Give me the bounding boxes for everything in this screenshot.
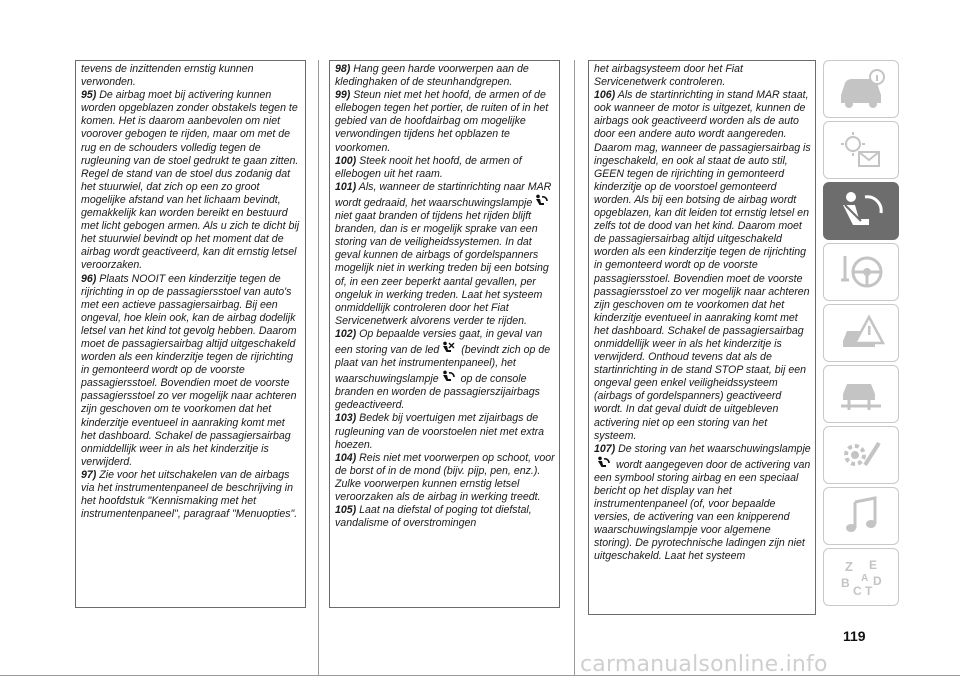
multimedia-tab[interactable]	[823, 487, 899, 545]
note-97	[81, 469, 301, 521]
note-95	[81, 89, 301, 272]
note-number: 105)	[335, 504, 357, 517]
note-99	[335, 89, 555, 154]
note-text: Hang geen harde voorwerpen aan de kledinghaken of de steunhandgrepen.	[335, 63, 529, 89]
note-102	[335, 328, 555, 413]
steering-wheel-icon	[835, 250, 887, 294]
text-column-2	[329, 60, 560, 608]
note-104	[335, 452, 555, 504]
note-number: 100)	[335, 154, 357, 167]
airbag-seatbelt-icon	[835, 189, 887, 233]
note-98	[335, 63, 555, 89]
note-number: 95)	[81, 89, 97, 102]
starting-driving-tab[interactable]	[823, 243, 899, 301]
note-107	[594, 443, 811, 564]
note-text: Op bepaalde versies gaat, in geval van een storing van de led	[335, 327, 543, 356]
note-105	[335, 504, 555, 530]
text-column-1	[75, 60, 306, 608]
warning-lights-icon	[835, 128, 887, 172]
emergency-warning-icon	[835, 311, 887, 355]
note-103	[335, 412, 555, 451]
note-text: Laat na diefstal of poging tot diefstal, vandalisme of overstromingen	[335, 504, 532, 530]
note-number: 96)	[81, 272, 97, 285]
note-number: 106)	[594, 89, 616, 102]
note-text: Reis niet met voorwerpen op schoot, voor de borst of in de mond (bijv. pijp, pen, enz.). Zulke voorwerpen kunnen ernstig letsel veroorzaken als de airbag in werking treedt.	[335, 451, 555, 503]
car-tab[interactable]	[823, 60, 899, 118]
paragraph: het airbagsysteem door het Fiat Servicenetwerk controleren.	[594, 63, 743, 89]
music-note-icon	[835, 494, 887, 538]
note-number: 102)	[335, 327, 357, 340]
note-number: 98)	[335, 63, 351, 75]
note-text: Steek nooit het hoofd, de armen of ellebogen uit het raam.	[335, 154, 522, 180]
passenger-airbag-led-icon	[441, 341, 455, 355]
paragraph: tevens de inzittenden ernstig kunnen verwonden.	[81, 63, 254, 89]
index-letter: T	[865, 584, 873, 598]
safety-tab[interactable]	[823, 182, 899, 240]
note-number: 101)	[335, 180, 357, 193]
car-lift-icon	[835, 372, 887, 416]
note-text: wordt aangegeven door de activering van een symbool storing airbag en een speciaal bericht op het display van het instrumentenpaneel (of, voor bepaalde versies, de activering van een knipperend waarschuwingslampje voor algemene storing). De pyrotechnische ladingen zijn niet uitgeschakeld. Laat het systeem	[594, 458, 811, 563]
note-text: Plaats NOOIT een kinderzitje tegen de rijrichting in op de passagiersstoel van auto's met een actieve passagiersairbag. Bij een ongeval, hoe klein ook, kan de airbag dodelijk letsel van het kind tot gevolg hebben. Daarom moet de passagiersairbag altijd uitgeschakeld worden als een kinderzitje tegen de rijrichting in gemonteerd wordt op de voorste passagiersstoel. Bovendien moet de voorste passagiersstoel zo ver mogelijk naar achteren zijn geschoven om te voorkomen dat het kinderzitje eventueel in aanraking komt met het dashboard. Schakel de passagiersairbag onmiddellijk weer in als het kinderzitje is verwijderd.	[81, 272, 297, 468]
note-106	[594, 89, 811, 443]
note-text: Als de startinrichting in stand MAR staat, ook wanneer de motor is uitgezet, kunnen de airbags ook geactiveerd worden als de auto door een andere auto wordt aangereden. Daarom mag, wanneer de passagiersairbag is ingeschakeld, en ook al staat de auto stil, GEEN tegen de rijrichting in gemonteerd kinderzitje op de voorstoel gemonteerd worden. Als bij een botsing de airbag wordt opgeblazen, kan dit leiden tot ernstig letsel en zelfs tot de dood van het kind. Daarom moet de passagiersairbag altijd uitgeschakeld worden als een kinderzitje tegen de rijrichting in gemonteerd wordt op de voorste passagiersstoel. Bovendien moet de voorste passagiersstoel zo ver mogelijk naar achteren zijn geschoven om te voorkomen dat het kinderzitje eventueel in aanraking komt met het dashboard. Schakel de passagiersairbag onmiddellijk weer in als het kinderzitje is verwijderd. Onthoud tevens dat als de startinrichting in de stand STOP staat, bij een ongeval geen enkel veiligheidssysteem (airbags of gordelspanners) geactiveerd wordt. In dat geval duidt de uitgebleven activering niet op een storing van het systeem.	[594, 89, 811, 442]
note-text: De storing van het waarschuwingslampje	[615, 442, 811, 455]
note-number: 99)	[335, 89, 351, 102]
note-text: Steun niet met het hoofd, de armen of de ellebogen tegen het portier, de ruiten of in het gebied van de hoofdairbag om mogelijke verwondingen tijdens het opblazen te voorkomen.	[335, 89, 549, 154]
index-letter: Z	[845, 559, 853, 574]
airbag-warning-light-icon	[441, 370, 455, 384]
note-number: 104)	[335, 451, 357, 464]
note-text: Als, wanneer de startinrichting naar MAR wordt gedraaid, het waarschuwingslampje	[335, 180, 552, 209]
technical-data-tab[interactable]	[823, 426, 899, 484]
note-text: (bevindt zich op de plaat van het instrumentenpaneel), het waarschuwingslampje	[335, 343, 551, 386]
note-100	[335, 155, 555, 181]
note-text: niet gaat branden of tijdens het rijden blijft branden, dan is er mogelijk sprake van een storing van de veiligheidssystemen. In dat geval kunnen de airbags of gordelspanners mogelijk niet in werking treden bij een botsing of, in een zeer beperkt aantal gevallen, per ongeluk in werking treden. Laat het systeem onmiddellijk controleren door het Fiat Servicenetwerk alvorens verder te rijden.	[335, 210, 549, 327]
index-letter: B	[841, 576, 850, 590]
column-separator	[574, 60, 575, 675]
note-text: op de console branden en worden de passagierszijairbags gedeactiveerd.	[335, 373, 540, 412]
chapter-tabs	[823, 60, 899, 609]
airbag-warning-light-icon	[534, 194, 548, 208]
note-text: Zie voor het uitschakelen van de airbags via het instrumentenpaneel de beschrijving in het hoofdstuk "Kennismaking met het instrumentenpaneel", paragraaf "Menuopties".	[81, 468, 298, 521]
airbag-warning-light-icon	[596, 456, 610, 470]
column-separator	[318, 60, 319, 675]
note-number: 103)	[335, 412, 357, 425]
emergency-tab[interactable]	[823, 304, 899, 362]
index-letter: A	[861, 573, 869, 584]
car-info-icon	[835, 67, 887, 111]
index-letter: D	[873, 574, 882, 588]
note-number: 97)	[81, 468, 97, 481]
wrench-gear-icon	[835, 433, 887, 477]
note-text: De airbag moet bij activering kunnen worden opgeblazen zonder obstakels tegen te komen. Het is daarom aanbevolen om niet voorover gebogen te rijden, maar om met de rug en de schouders volledig tegen de rugleuning van de stoel gedrukt te gaan zitten. Regel de stand van de stoel dus zodanig dat het stuurwiel, dat zich op een zo groot mogelijke afstand van het lichaam bevindt, gemakkelijk kan worden bereikt en bestuurd met licht gebogen armen. Als u zich te dicht bij het stuurwiel bevindt op het moment dat de airbag wordt geactiveerd, kan dit ernstig letsel veroorzaken.	[81, 89, 300, 272]
index-letter: C	[853, 584, 862, 598]
watermark: carmanualsonline.info	[580, 652, 828, 677]
note-number: 107)	[594, 442, 616, 455]
note-101	[335, 181, 555, 328]
note-96	[81, 273, 301, 469]
index-tab[interactable]	[823, 548, 899, 606]
text-column-3	[588, 60, 816, 615]
maintenance-tab[interactable]	[823, 365, 899, 423]
index-letter: E	[869, 558, 878, 572]
dashboard-lights-tab[interactable]	[823, 121, 899, 179]
alphabet-index-icon	[835, 555, 887, 599]
page-number: 119	[843, 628, 866, 644]
note-text: Bedek bij voertuigen met zijairbags de rugleuning van de voorstoelen niet met extra hoezen.	[335, 412, 545, 451]
